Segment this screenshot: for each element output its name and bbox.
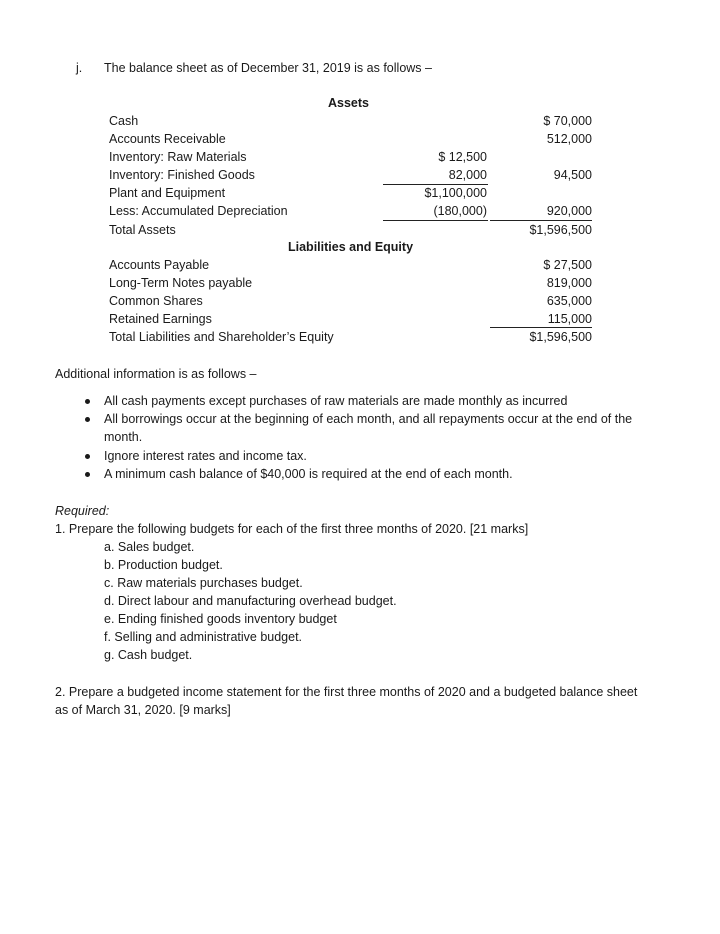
total-rule: [490, 327, 592, 328]
liability-label: Total Liabilities and Shareholder’s Equity: [109, 330, 334, 344]
asset-label: Less: Accumulated Depreciation: [109, 204, 288, 218]
budget-item: d. Direct labour and manufacturing overhead budget.: [104, 594, 397, 608]
liability-value: $ 27,500: [543, 258, 592, 272]
bullet-icon: [85, 472, 90, 477]
asset-label: Cash: [109, 114, 139, 128]
budget-item: a. Sales budget.: [104, 540, 195, 554]
bullet-icon: [85, 454, 90, 459]
asset-label: Inventory: Finished Goods: [109, 168, 255, 182]
additional-heading: Additional information is as follows –: [55, 367, 257, 381]
liabilities-heading: Liabilities and Equity: [288, 240, 414, 254]
question-2-line-1: 2. Prepare a budgeted income statement for the first three months of 2020 and a budgeted balance sheet: [55, 685, 638, 699]
question-1: 1. Prepare the following budgets for each of the first three months of 2020. [21 marks]: [55, 522, 529, 536]
asset-detail-value: $1,100,000: [424, 186, 487, 200]
subtotal-rule: [383, 220, 488, 221]
list-item: Ignore interest rates and income tax.: [104, 449, 307, 463]
assets-heading: Assets: [328, 96, 369, 110]
liability-value: 819,000: [546, 276, 592, 290]
asset-detail-value: $ 12,500: [438, 150, 487, 164]
liability-value: 635,000: [546, 294, 592, 308]
subtotal-rule: [383, 184, 488, 185]
asset-label: Total Assets: [109, 223, 176, 237]
liability-grand-total: $1,596,500: [529, 330, 592, 344]
asset-label: Inventory: Raw Materials: [109, 150, 247, 164]
question-2-line-2: as of March 31, 2020. [9 marks]: [55, 703, 231, 717]
asset-detail-value: (180,000): [433, 204, 487, 218]
asset-total-value: 94,500: [553, 168, 592, 182]
item-marker: j.: [76, 61, 83, 75]
asset-label: Accounts Receivable: [109, 132, 226, 146]
budget-item: c. Raw materials purchases budget.: [104, 576, 303, 590]
liability-label: Retained Earnings: [109, 312, 212, 326]
list-item-continuation: month.: [104, 430, 143, 444]
list-item: A minimum cash balance of $40,000 is required at the end of each month.: [104, 467, 513, 481]
liability-label: Accounts Payable: [109, 258, 210, 272]
liability-value: 115,000: [547, 312, 592, 326]
budget-item: b. Production budget.: [104, 558, 223, 572]
asset-grand-total: $1,596,500: [529, 223, 592, 237]
budget-item: f. Selling and administrative budget.: [104, 630, 303, 644]
budget-item: e. Ending finished goods inventory budget: [104, 612, 337, 626]
asset-label: Plant and Equipment: [109, 186, 226, 200]
intro-text: The balance sheet as of December 31, 2019 is as follows –: [104, 61, 432, 75]
bullet-icon: [85, 399, 90, 404]
list-item: All cash payments except purchases of raw materials are made monthly as incurred: [104, 394, 568, 408]
liability-label: Common Shares: [109, 294, 203, 308]
liability-label: Long-Term Notes payable: [109, 276, 253, 290]
budget-item: g. Cash budget.: [104, 648, 193, 662]
asset-total-value: $ 70,000: [543, 114, 592, 128]
asset-detail-value: 82,000: [448, 168, 487, 182]
total-rule: [490, 220, 592, 221]
asset-total-value: 512,000: [546, 132, 592, 146]
required-heading-text: Required:: [55, 504, 110, 518]
list-item: All borrowings occur at the beginning of each month, and all repayments occur at the end of the: [104, 412, 633, 426]
asset-total-value: 920,000: [546, 204, 592, 218]
bullet-icon: [85, 417, 90, 422]
required-heading: [55, 503, 109, 519]
